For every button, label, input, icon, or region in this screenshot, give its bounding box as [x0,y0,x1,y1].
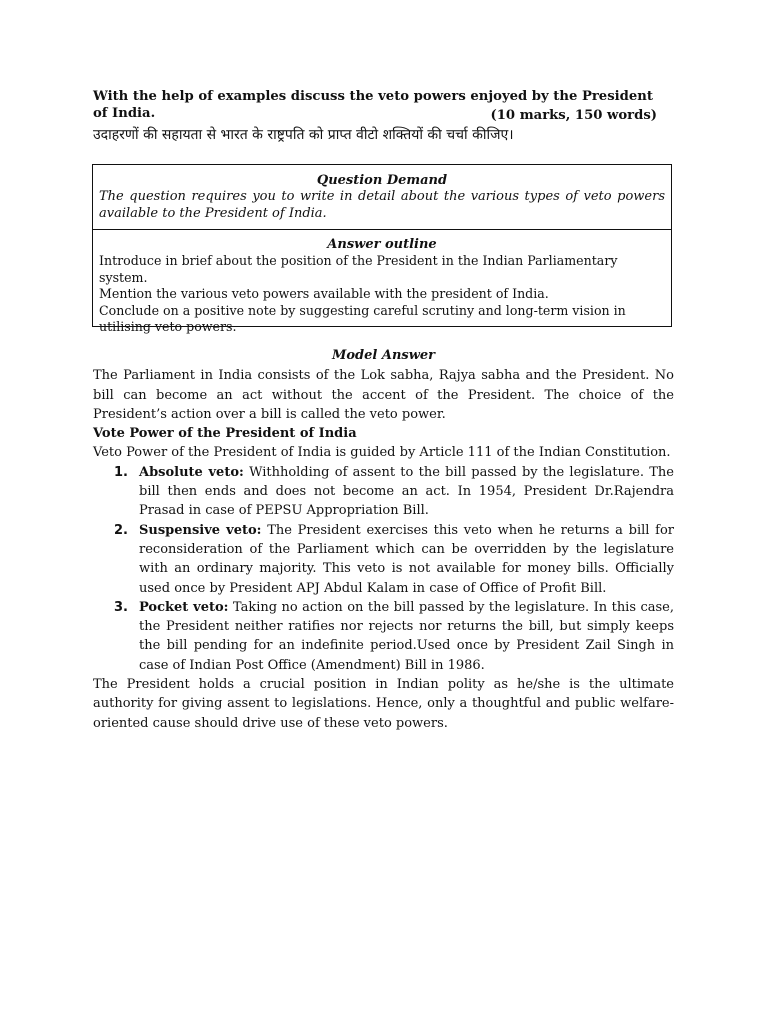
question-demand-box [92,164,672,230]
outline-point: Introduce in brief about the position of the President in the Indian Parliamentary system. [99,253,618,285]
question-demand-text: The question requires you to write in detail about the various types of veto powers available to the President of India. [99,189,665,221]
section-intro: Veto Power of the President of India is guided by Article 111 of the Indian Constitution. [93,445,671,461]
question-english: With the help of examples discuss the veto powers enjoyed by the President of India. [93,89,653,121]
question-hindi: उदाहरणों की सहायता से भारत के राष्ट्रपति को प्राप्त वीटो शक्तियों की चर्चा कीजिए। [93,127,514,143]
model-answer-title: Model Answer [331,348,436,363]
model-answer-conclusion: The President holds a crucial position in Indian polity as he/she is the ultimate authority for giving assent to legislations. Hence, only a thoughtful and public welfare-oriented cause should drive use of these veto powers. [93,677,674,731]
outline-point: Mention the various veto powers available with the president of India. [99,286,549,302]
model-answer [93,346,674,733]
list-text: The President exercises this veto when he returns a bill for reconsideration of the Parliament which can be overridden by the legislature with an ordinary majority. This veto is not available for money bills. Officially used once by President APJ Abdul Kalam in case of Office of Profit Bill. [139,522,674,596]
list-term: Suspensive veto: [139,522,262,538]
question-demand-heading: Question Demand [316,173,448,188]
list-term: Pocket veto: [139,599,229,615]
list-term: Absolute veto: [139,464,244,480]
list-text: Withholding of assent to the bill passed by the legislature. The bill then ends and does not become an act. In 1954, President Dr.Rajendra Prasad in case of PEPSU Appropriation Bill. [139,464,674,519]
veto-list [93,463,674,675]
list-number: 3. [114,599,128,615]
answer-outline-heading: Answer outline [327,237,437,252]
answer-outline-points [93,253,671,336]
list-text: Taking no action on the bill passed by the legislature. In this case, the President neither ratifies nor rejects nor returns the bill, but simply keeps the bill pending for an indefinite period.Used once by President Zail Singh in case of Indian Post Office (Amendment) Bill in 1986. [139,599,674,673]
list-number: 2. [114,522,128,538]
list-item [93,463,674,521]
list-item [93,521,674,598]
list-item [93,598,674,675]
model-answer-intro: The Parliament in India consists of the Lok sabha, Rajya sabha and the President. No bill can become an act without the accent of the President. The choice of the President’s action over a bill is called the veto power. [93,368,674,422]
section-heading: Vote Power of the President of India [93,426,357,442]
outline-point: Conclude on a positive note by suggesting careful scrutiny and long-term vision in utilising veto powers. [99,302,626,335]
answer-outline-box [92,229,672,335]
question-marks: (10 marks, 150 words) [490,108,657,123]
list-number: 1. [114,464,128,480]
